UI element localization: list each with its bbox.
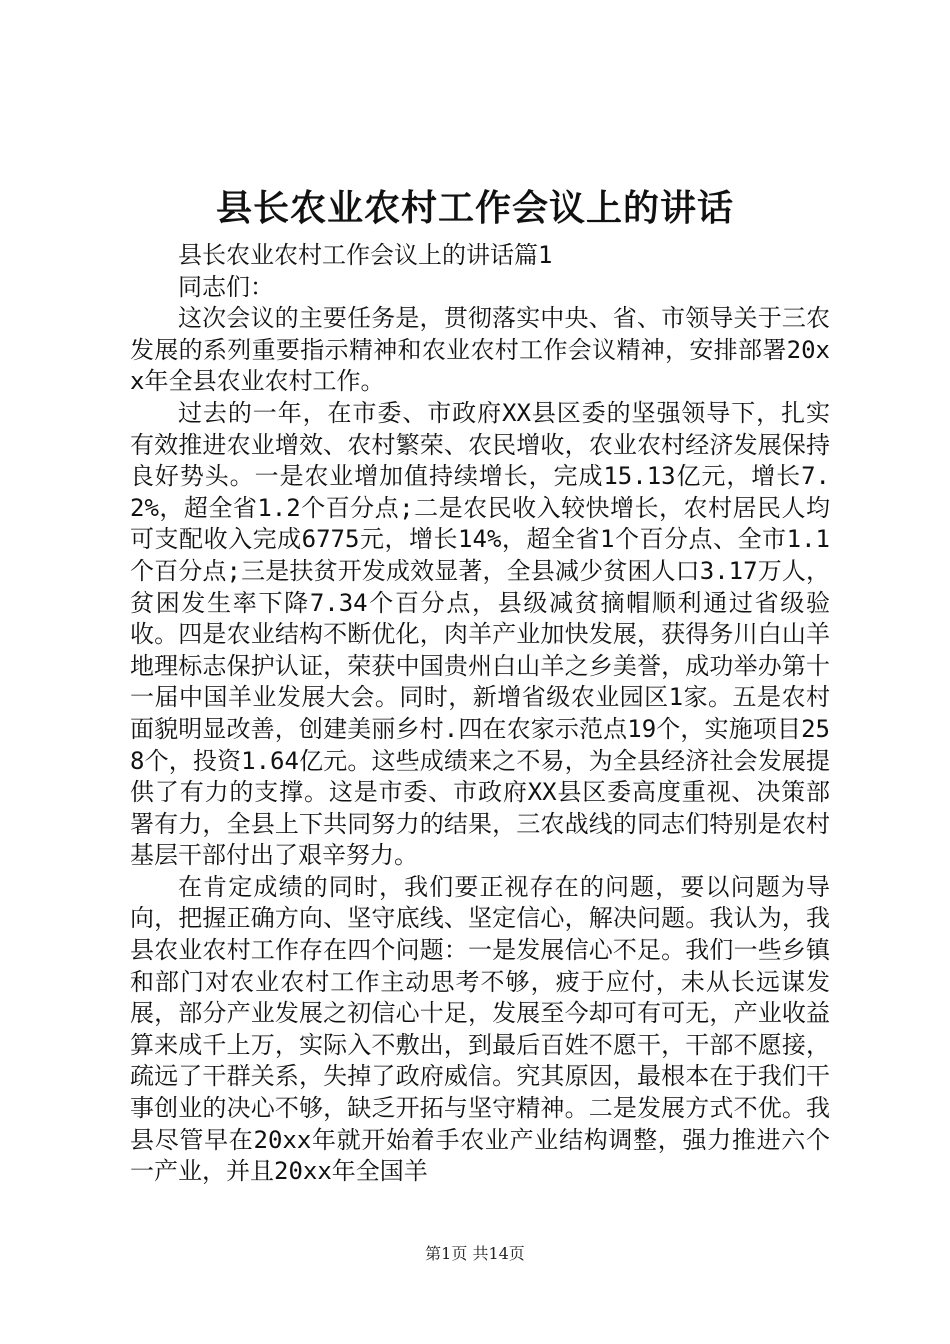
page-footer: 第1页 共14页 [425,1244,525,1263]
paragraph-3: 在肯定成绩的同时，我们要正视存在的问题，要以问题为导向，把握正确方向、坚守底线、坚定信心，解决问题。我认为，我县农业农村工作存在四个问题：一是发展信心不足。我们一些乡镇和部门对农业农村工作主动思考不够，疲于应付，未从长远谋发展，部分产业发展之初信心十足，发展至今却可有可无，产业收益算来成千上万，实际入不敷出，到最后百姓不愿干，干部不愿接，疏远了干群关系，失掉了政府威信。究其原因，最根本在于我们干事创业的决心不够，缺乏开拓与坚守精神。二是发展方式不优。我县尽管早在20xx年就开始着手农业产业结构调整，强力推进六个一产业，并且20xx年全国羊 [130,872,830,1186]
paragraph-2: 过去的一年，在市委、市政府XX县区委的坚强领导下，扎实有效推进农业增效、农村繁荣、农民增收，农业农村经济发展保持良好势头。一是农业增加值持续增长，完成15.13亿元，增长7.2%，超全省1.2个百分点;二是农民收入较快增长，农村居民人均可支配收入完成6775元，增长14%，超全省1个百分点、全市1.1个百分点;三是扶贫开发成效显著，全县减少贫困人口3.17万人，贫困发生率下降7.34个百分点，县级减贫摘帽顺利通过省级验收。四是农业结构不断优化，肉羊产业加快发展，获得务川白山羊地理标志保护认证，荣获中国贵州白山羊之乡美誉，成功举办第十一届中国羊业发展大会。同时，新增省级农业园区1家。五是农村面貌明显改善，创建美丽乡村.四在农家示范点19个，实施项目258个，投资1.64亿元。这些成绩来之不易，为全县经济社会发展提供了有力的支撑。这是市委、市政府XX县区委高度重视、决策部署有力，全县上下共同努力的结果，三农战线的同志们特别是农村基层干部付出了艰辛努力。 [130,398,830,870]
document-body [130,240,830,1188]
paragraph-1: 这次会议的主要任务是，贯彻落实中央、省、市领导关于三农发展的系列重要指示精神和农业农村工作会议精神，安排部署20xx年全县农业农村工作。 [130,304,830,396]
document-title: 县长农业农村工作会议上的讲话 [215,187,734,229]
document-subtitle: 县长农业农村工作会议上的讲话篇1 [178,241,553,269]
salutation: 同志们： [178,272,274,301]
